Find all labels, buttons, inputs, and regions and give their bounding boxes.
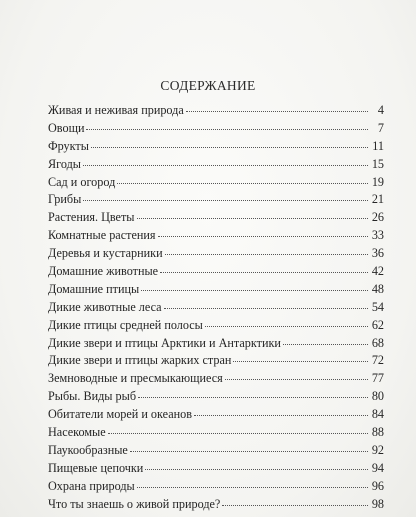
toc-entry [48, 442, 384, 460]
toc-entry [48, 227, 384, 245]
toc-entry [48, 496, 384, 514]
toc-entry-page-number: 84 [371, 407, 384, 422]
dot-leader [145, 468, 368, 470]
toc-entry-title: Дикие звери и птицы Арктики и Антарктики [48, 335, 281, 350]
dot-leader [138, 396, 368, 398]
toc-entry [48, 102, 384, 120]
dot-leader [130, 450, 368, 452]
dot-leader [86, 128, 368, 130]
toc-entry-page-number: 94 [371, 460, 384, 475]
dot-leader [205, 325, 368, 327]
toc-entry-title: Дикие птицы средней полосы [48, 317, 203, 332]
dot-leader [91, 146, 368, 148]
toc-entry-page-number: 42 [371, 264, 384, 279]
dot-leader [194, 414, 368, 416]
toc-entry [48, 406, 384, 424]
toc-entry-title: Обитатели морей и океанов [48, 407, 192, 422]
toc-entry-page-number: 11 [372, 138, 384, 153]
dot-leader [117, 182, 368, 184]
toc-entry [48, 156, 384, 174]
toc-entry-title: Охрана природы [48, 478, 135, 493]
table-of-contents [48, 102, 384, 513]
dot-leader [186, 110, 368, 112]
toc-entry-title: Грибы [48, 192, 82, 207]
page-title: СОДЕРЖАНИЕ [160, 78, 256, 93]
dot-leader [108, 432, 368, 434]
toc-entry-page-number: 33 [371, 228, 384, 243]
toc-entry [48, 299, 384, 317]
toc-entry-title: Что ты знаешь о живой природе? [48, 496, 221, 511]
toc-entry-title: Деревья и кустарники [48, 246, 163, 261]
toc-entry-page-number: 62 [371, 317, 384, 332]
dot-leader [164, 307, 368, 309]
toc-entry-page-number: 15 [371, 156, 384, 171]
dot-leader [137, 486, 368, 488]
dot-leader [233, 360, 368, 362]
toc-entry [48, 174, 384, 192]
toc-entry-page-number: 7 [377, 120, 384, 135]
toc-entry [48, 478, 384, 496]
toc-entry-page-number: 21 [371, 192, 384, 207]
toc-entry-page-number: 88 [371, 425, 384, 440]
toc-entry-title: Домашние животные [48, 264, 159, 279]
toc-entry-page-number: 92 [371, 442, 384, 457]
toc-entry-title: Комнатные растения [48, 228, 156, 243]
toc-entry-title: Ягоды [48, 156, 81, 171]
toc-entry-title: Растения. Цветы [48, 210, 135, 225]
toc-entry-page-number: 80 [371, 389, 384, 404]
dot-leader [141, 289, 368, 291]
toc-entry-title: Фрукты [48, 138, 89, 153]
toc-entry-page-number: 68 [371, 335, 384, 350]
toc-entry [48, 352, 384, 370]
toc-entry [48, 424, 384, 442]
toc-entry [48, 209, 384, 227]
toc-entry [48, 245, 384, 263]
dot-leader [83, 199, 368, 201]
toc-entry-title: Сад и огород [48, 174, 116, 189]
toc-entry [48, 138, 384, 156]
dot-leader [160, 271, 368, 273]
toc-entry-title: Насекомые [48, 425, 106, 440]
toc-entry-page-number: 77 [371, 371, 384, 386]
toc-entry [48, 191, 384, 209]
toc-entry-page-number: 96 [371, 478, 384, 493]
toc-entry-title: Рыбы. Виды рыб [48, 389, 137, 404]
dot-leader [225, 378, 368, 380]
toc-entry [48, 460, 384, 478]
toc-entry-page-number: 4 [377, 103, 384, 117]
dot-leader [222, 504, 368, 506]
toc-entry-page-number: 48 [371, 281, 384, 296]
toc-entry [48, 335, 384, 353]
toc-entry [48, 388, 384, 406]
toc-entry-page-number: 54 [371, 299, 384, 314]
toc-entry-title: Дикие звери и птицы жарких стран [48, 353, 232, 368]
dot-leader [158, 235, 368, 237]
toc-entry-page-number: 19 [371, 174, 384, 189]
toc-entry-page-number: 98 [371, 496, 384, 511]
dot-leader [165, 253, 368, 255]
toc-entry-title: Домашние птицы [48, 281, 140, 296]
dot-leader [283, 343, 368, 345]
toc-entry [48, 317, 384, 335]
toc-entry-title: Дикие животные леса [48, 299, 162, 314]
toc-entry-title: Земноводные и пресмыкающиеся [48, 371, 223, 386]
toc-entry [48, 263, 384, 281]
toc-entry-page-number: 26 [371, 210, 384, 225]
toc-entry [48, 370, 384, 388]
toc-entry-page-number: 36 [371, 246, 384, 261]
toc-entry [48, 120, 384, 138]
toc-entry [48, 281, 384, 299]
toc-entry-title: Пищевые цепочки [48, 460, 144, 475]
toc-entry-title: Овощи [48, 120, 85, 135]
toc-entry-title: Паукообразные [48, 442, 128, 457]
toc-entry-title: Живая и неживая природа [48, 103, 184, 117]
toc-entry-page-number: 72 [371, 353, 384, 368]
dot-leader [137, 217, 369, 219]
dot-leader [83, 164, 368, 166]
